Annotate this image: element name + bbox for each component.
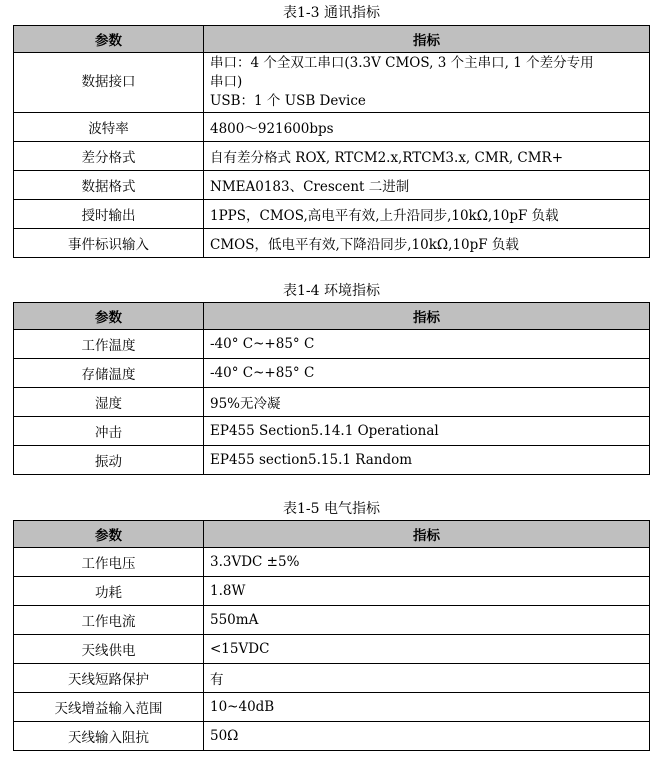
table-header-row [14, 521, 650, 548]
header-param: 参数 [14, 26, 204, 53]
table-row [14, 53, 650, 113]
param-cell: 天线输入阻抗 [14, 722, 204, 751]
param-cell: 事件标识输入 [14, 229, 204, 258]
table-header-row [14, 303, 650, 330]
table-row [14, 330, 650, 359]
value-line: 串口) [210, 74, 243, 90]
value-cell: EP455 Section5.14.1 Operational [204, 417, 650, 446]
param-cell: 授时输出 [14, 200, 204, 229]
table-row [14, 548, 650, 577]
table-caption: 表1-3 通讯指标 [283, 5, 380, 21]
value-cell: 95%无冷凝 [204, 388, 650, 417]
table-row [14, 417, 650, 446]
param-cell: 天线增益输入范围 [14, 693, 204, 722]
value-cell: 10~40dB [204, 693, 650, 722]
electrical-spec-table [13, 520, 650, 751]
value-line: 串口：4 个全双工串口(3.3V CMOS, 3 个主串口, 1 个差分专用 [210, 55, 594, 71]
table-caption: 表1-5 电气指标 [283, 501, 380, 517]
header-value: 指标 [204, 303, 650, 330]
param-cell: 工作电压 [14, 548, 204, 577]
table-row [14, 693, 650, 722]
param-cell: 工作温度 [14, 330, 204, 359]
value-cell: -40° C~+85° C [204, 359, 650, 388]
param-cell: 工作电流 [14, 606, 204, 635]
table-row [14, 142, 650, 171]
value-cell: 50Ω [204, 722, 650, 751]
param-cell: 天线供电 [14, 635, 204, 664]
table-row [14, 722, 650, 751]
table-header-row [14, 26, 650, 53]
table-row [14, 171, 650, 200]
param-cell: 功耗 [14, 577, 204, 606]
env-spec-table [13, 302, 650, 475]
param-cell: 湿度 [14, 388, 204, 417]
param-cell: 振动 [14, 446, 204, 475]
table-row [14, 388, 650, 417]
table-row [14, 635, 650, 664]
value-cell: <15VDC [204, 635, 650, 664]
value-cell: NMEA0183、Crescent 二进制 [204, 171, 650, 200]
table-row [14, 359, 650, 388]
param-cell: 数据格式 [14, 171, 204, 200]
value-cell: 自有差分格式 ROX, RTCM2.x,RTCM3.x, CMR, CMR+ [204, 142, 650, 171]
param-cell: 数据接口 [14, 53, 204, 113]
param-cell: 波特率 [14, 113, 204, 142]
param-cell: 冲击 [14, 417, 204, 446]
param-cell: 天线短路保护 [14, 664, 204, 693]
header-param: 参数 [14, 521, 204, 548]
value-cell: 1.8W [204, 577, 650, 606]
table-row [14, 229, 650, 258]
table-row [14, 113, 650, 142]
header-value: 指标 [204, 26, 650, 53]
comm-spec-table [13, 25, 650, 258]
value-cell: -40° C~+85° C [204, 330, 650, 359]
value-cell: 550mA [204, 606, 650, 635]
header-value: 指标 [204, 521, 650, 548]
table-row [14, 606, 650, 635]
value-cell: 有 [204, 664, 650, 693]
value-cell: 3.3VDC ±5% [204, 548, 650, 577]
value-cell: EP455 section5.15.1 Random [204, 446, 650, 475]
param-cell: 存储温度 [14, 359, 204, 388]
value-cell [204, 53, 650, 113]
table-caption: 表1-4 环境指标 [283, 283, 380, 299]
param-cell: 差分格式 [14, 142, 204, 171]
header-param: 参数 [14, 303, 204, 330]
value-cell: 1PPS，CMOS,高电平有效,上升沿同步,10kΩ,10pF 负载 [204, 200, 650, 229]
table-row [14, 664, 650, 693]
table-row [14, 446, 650, 475]
table-row [14, 577, 650, 606]
value-line: USB：1 个 USB Device [210, 93, 366, 109]
value-cell: 4800～921600bps [204, 113, 650, 142]
value-cell: CMOS，低电平有效,下降沿同步,10kΩ,10pF 负载 [204, 229, 650, 258]
table-row [14, 200, 650, 229]
